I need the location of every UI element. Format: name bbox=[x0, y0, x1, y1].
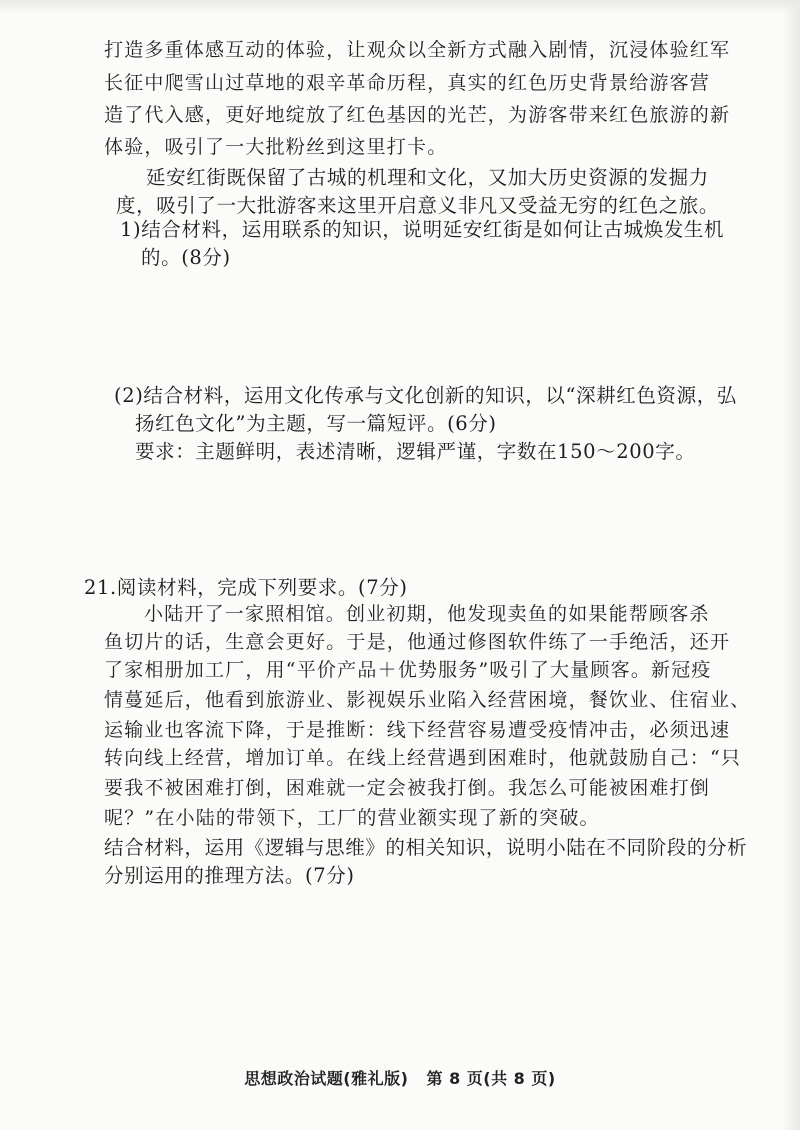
scan-shadow-right bbox=[782, 0, 800, 1130]
question-20-1-line-1: 1)结合材料，运用联系的知识，说明延安红街是如何让古城焕发生机 bbox=[120, 218, 725, 241]
question-20-2-requirement: 要求：主题鲜明，表述清晰，逻辑严谨，字数在150～200字。 bbox=[135, 440, 696, 463]
q21-material-line-7: 要我不被困难打倒，困难就一定会被我打倒。我怎么可能被困难打倒 bbox=[104, 777, 711, 799]
footer-page-number: 第 8 页(共 8 页) bbox=[426, 1069, 556, 1088]
q21-material-line-3: 了家相册加工厂，用“平价产品＋优势服务”吸引了大量顾客。新冠疫 bbox=[104, 659, 712, 681]
q21-material-line-6: 转向线上经营，增加订单。在线上经营遇到困难时，他就鼓励自己：“只 bbox=[104, 747, 742, 769]
q21-material-line-5: 运输业也客流下降，于是推断：线下经营容易遭受疫情冲击，必须迅速 bbox=[104, 719, 731, 741]
question-20-2-line-2: 扬红色文化”为主题，写一篇短评。(6分) bbox=[135, 412, 497, 435]
q21-material-line-8: 呢？”在小陆的带领下，工厂的营业额实现了新的突破。 bbox=[104, 807, 600, 829]
material-line-1: 打造多重体感互动的体验，让观众以全新方式融入剧情，沉浸体验红军 bbox=[104, 39, 731, 61]
question-21-heading: 21.阅读材料，完成下列要求。(7分) bbox=[84, 576, 408, 599]
q21-material-line-1: 小陆开了一家照相馆。创业初期，他发现卖鱼的如果能帮顾客杀 bbox=[144, 603, 710, 625]
material-line-3: 造了代入感，更好地绽放了红色基因的光芒，为游客带来红色旅游的新 bbox=[104, 104, 731, 126]
scan-shadow-top bbox=[0, 0, 800, 14]
material-line-5: 延安红街既保留了古城的机理和文化，又加大历史资源的发掘力 bbox=[146, 166, 709, 189]
q21-material-line-4: 情蔓延后，他看到旅游业、影视娱乐业陷入经营困境，餐饮业、住宿业、 bbox=[104, 689, 751, 711]
material-line-4: 体验，吸引了一大批粉丝到这里打卡。 bbox=[104, 136, 448, 158]
question-20-1-line-2: 的。(8分) bbox=[141, 246, 231, 269]
q21-question-line-1: 结合材料，运用《逻辑与思维》的相关知识，说明小陆在不同阶段的分析 bbox=[104, 836, 748, 859]
question-20-2-line-1: (2)结合材料，运用文化传承与文化创新的知识，以“深耕红色资源，弘 bbox=[114, 384, 737, 407]
page-footer bbox=[0, 1066, 800, 1089]
material-line-2: 长征中爬雪山过草地的艰辛革命历程，真实的红色历史背景给游客营 bbox=[104, 72, 711, 94]
q21-material-line-2: 鱼切片的话，生意会更好。于是，他通过修图软件练了一手绝活，还开 bbox=[104, 631, 731, 653]
footer-exam-title: 思想政治试题(雅礼版) bbox=[244, 1069, 409, 1088]
q21-question-line-2: 分别运用的推理方法。(7分) bbox=[104, 864, 355, 887]
material-line-6: 度，吸引了一大批游客来这里开启意义非凡又受益无穷的红色之旅。 bbox=[116, 194, 720, 217]
